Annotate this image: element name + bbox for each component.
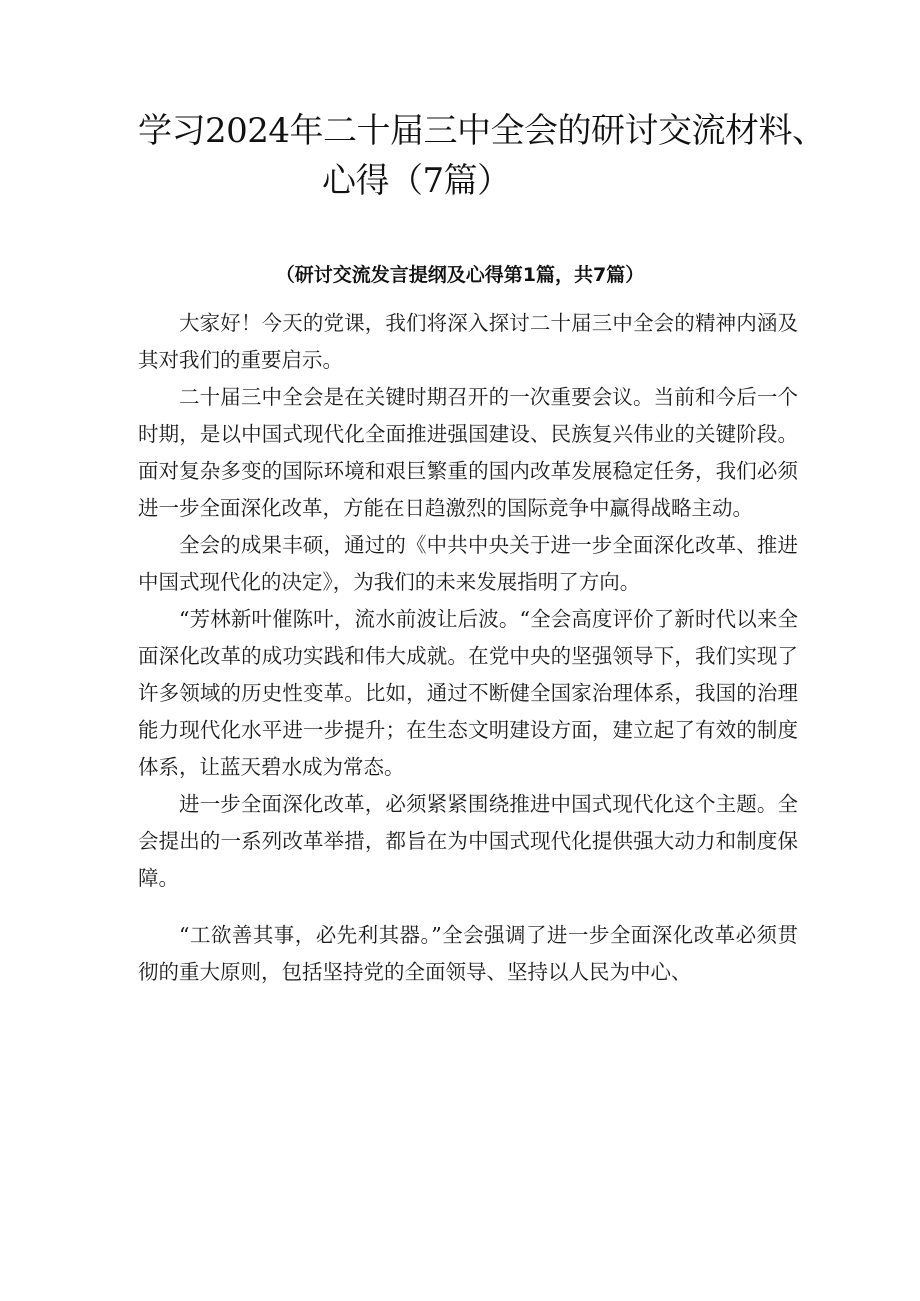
paragraph-4: “芳林新叶催陈叶，流水前波让后波。“全会高度评价了新时代以来全面深化改革的成功实践和伟大成就。在党中央的坚强领导下，我们实现了许多领域的历史性变革。比如，通过不断健全国家治理体系，我国的治理能力现代化水平进一步提升；在生态文明建设方面，建立起了有效的制度体系，让蓝天碧水成为常态。 bbox=[138, 607, 798, 779]
paragraph-1: 大家好！今天的党课，我们将深入探讨二十届三中全会的精神内涵及其对我们的重要启示。 bbox=[138, 311, 798, 372]
document-title-line-2: 心得（7篇） bbox=[322, 161, 511, 201]
section-subtitle: （研讨交流发言提纲及心得第1篇，共7篇） bbox=[275, 264, 645, 286]
document-title-line-1: 学习2024年二十届三中全会的研讨交流材料、 bbox=[138, 111, 826, 151]
paragraph-5: 进一步全面深化改革，必须紧紧围绕推进中国式现代化这个主题。全会提出的一系列改革举措，都旨在为中国式现代化提供强大动力和制度保障。 bbox=[138, 792, 798, 890]
paragraph-6: “工欲善其事，必先利其器。”全会强调了进一步全面深化改革必须贯彻的重大原则，包括坚持党的全面领导、坚持以人民为中心、 bbox=[138, 923, 798, 984]
paragraph-2: 二十届三中全会是在关键时期召开的一次重要会议。当前和今后一个时期，是以中国式现代化全面推进强国建设、民族复兴伟业的关键阶段。面对复杂多变的国际环境和艰巨繁重的国内改革发展稳定任务，我们必须进一步全面深化改革，方能在日趋激烈的国际竞争中赢得战略主动。 bbox=[138, 385, 798, 520]
document-body bbox=[138, 305, 798, 991]
paragraph-spacer bbox=[138, 897, 798, 917]
paragraph-3: 全会的成果丰硕，通过的《中共中央关于进一步全面深化改革、推进中国式现代化的决定》，为我们的未来发展指明了方向。 bbox=[138, 533, 798, 594]
